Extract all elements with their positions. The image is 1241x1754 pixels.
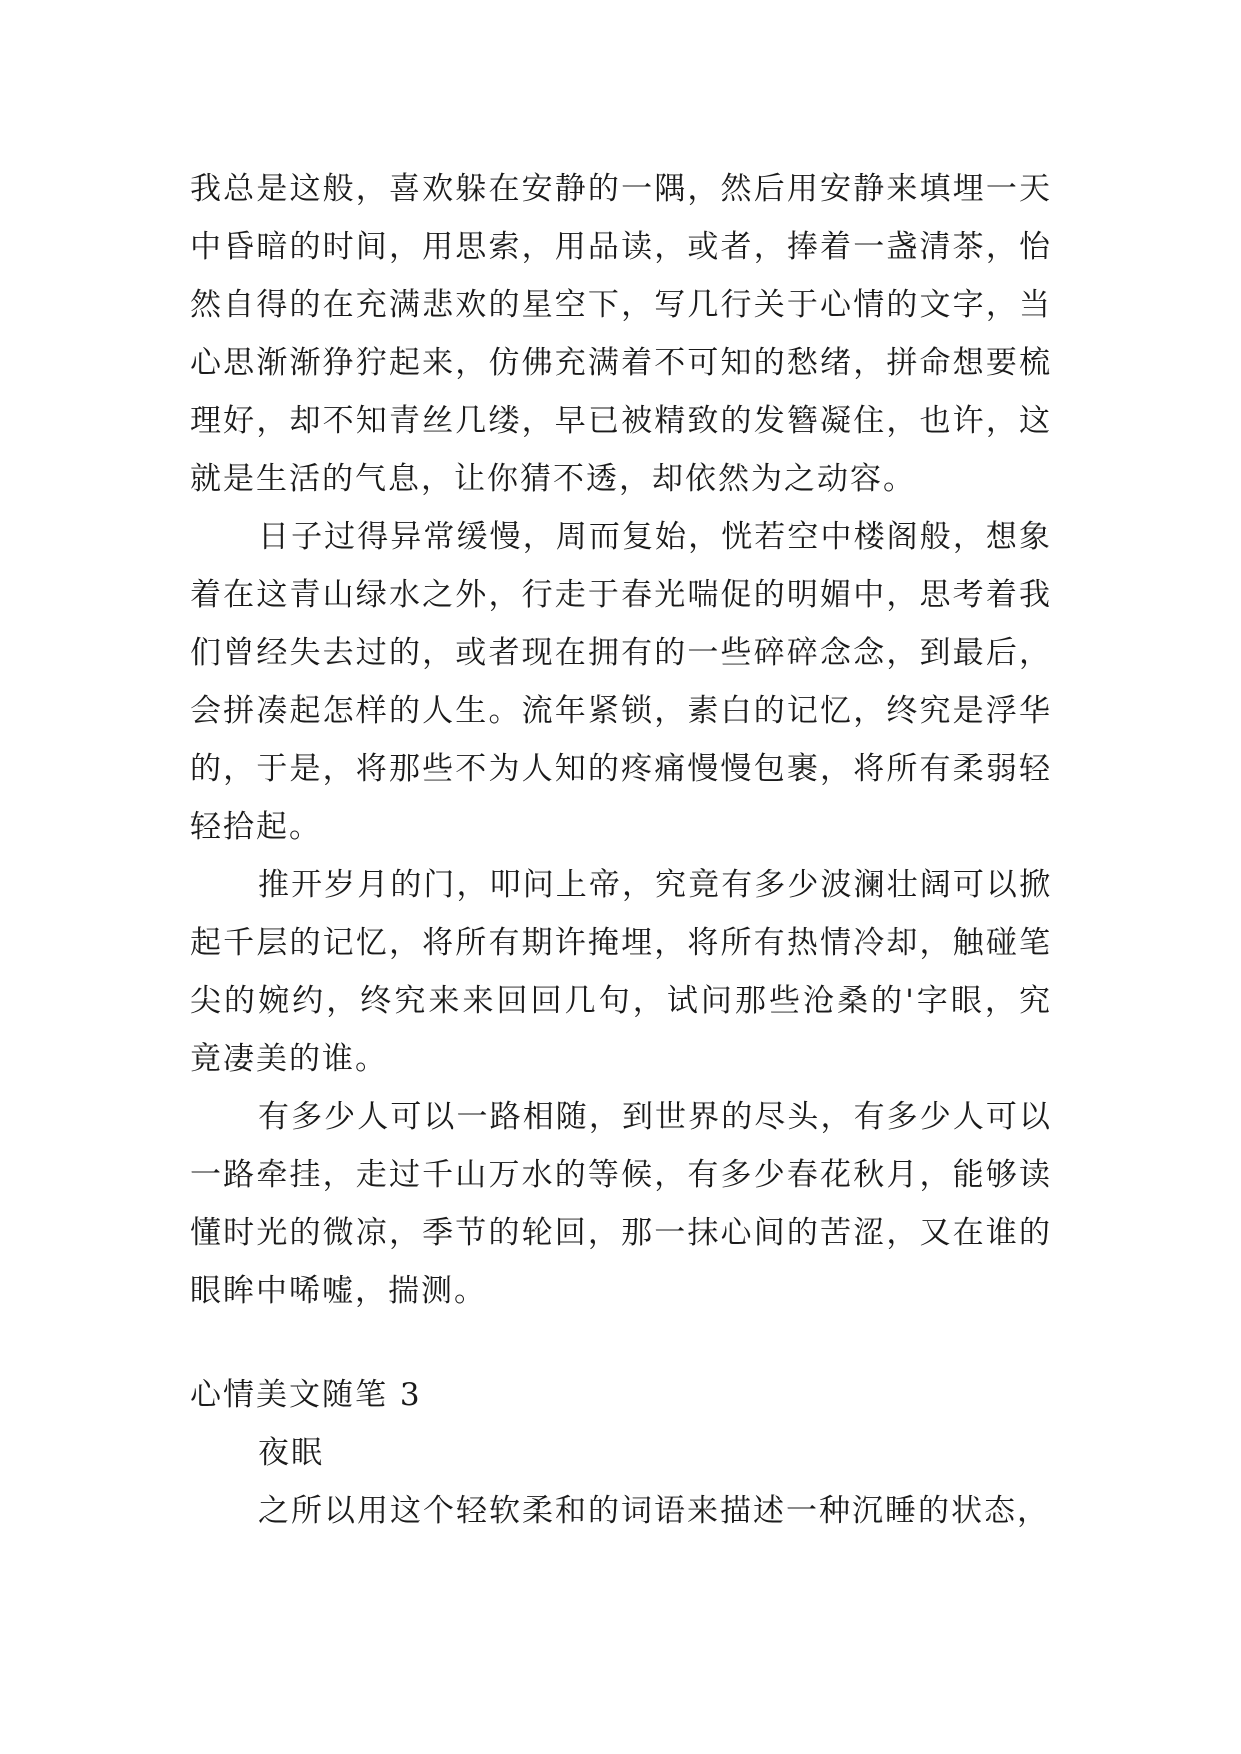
paragraph-4: 有多少人可以一路相随，到世界的尽头，有多少人可以一路牵挂，走过千山万水的等候，有多少春花秋月，能够读懂时光的微凉，季节的轮回，那一抹心间的苦涩，又在谁的眼眸中唏嘘，揣测。 [190, 1099, 1052, 1309]
document-body [190, 160, 1052, 1540]
paragraph-2: 日子过得异常缓慢，周而复始，恍若空中楼阁般，想象着在这青山绿水之外，行走于春光喘促的明媚中，思考着我们曾经失去过的，或者现在拥有的一些碎碎念念，到最后，会拼凑起怎样的人生。流年紧锁，素白的记忆，终究是浮华的，于是，将那些不为人知的疼痛慢慢包裹，将所有柔弱轻轻拾起。 [190, 519, 1052, 845]
paragraph-1: 我总是这般，喜欢躲在安静的一隅，然后用安静来填埋一天中昏暗的时间，用思索，用品读，或者，捧着一盏清茶，怡然自得的在充满悲欢的星空下，写几行关于心情的文字，当心思渐渐狰狞起来，仿佛充满着不可知的愁绪，拼命想要梳理好，却不知青丝几缕，早已被精致的发簪凝住，也许，这就是生活的气息，让你猜不透，却依然为之动容。 [190, 171, 1052, 497]
section-paragraph-1: 之所以用这个轻软柔和的词语来描述一种沉睡的状态， [258, 1493, 1050, 1529]
section-heading: 心情美文随笔 3 [190, 1377, 422, 1413]
section-subtitle: 夜眠 [258, 1435, 324, 1471]
paragraph-3: 推开岁月的门，叩问上帝，究竟有多少波澜壮阔可以掀起千层的记忆，将所有期许掩埋，将所有热情冷却，触碰笔尖的婉约，终究来来回回几句，试问那些沧桑的'字眼，究竟凄美的谁。 [190, 867, 1052, 1077]
